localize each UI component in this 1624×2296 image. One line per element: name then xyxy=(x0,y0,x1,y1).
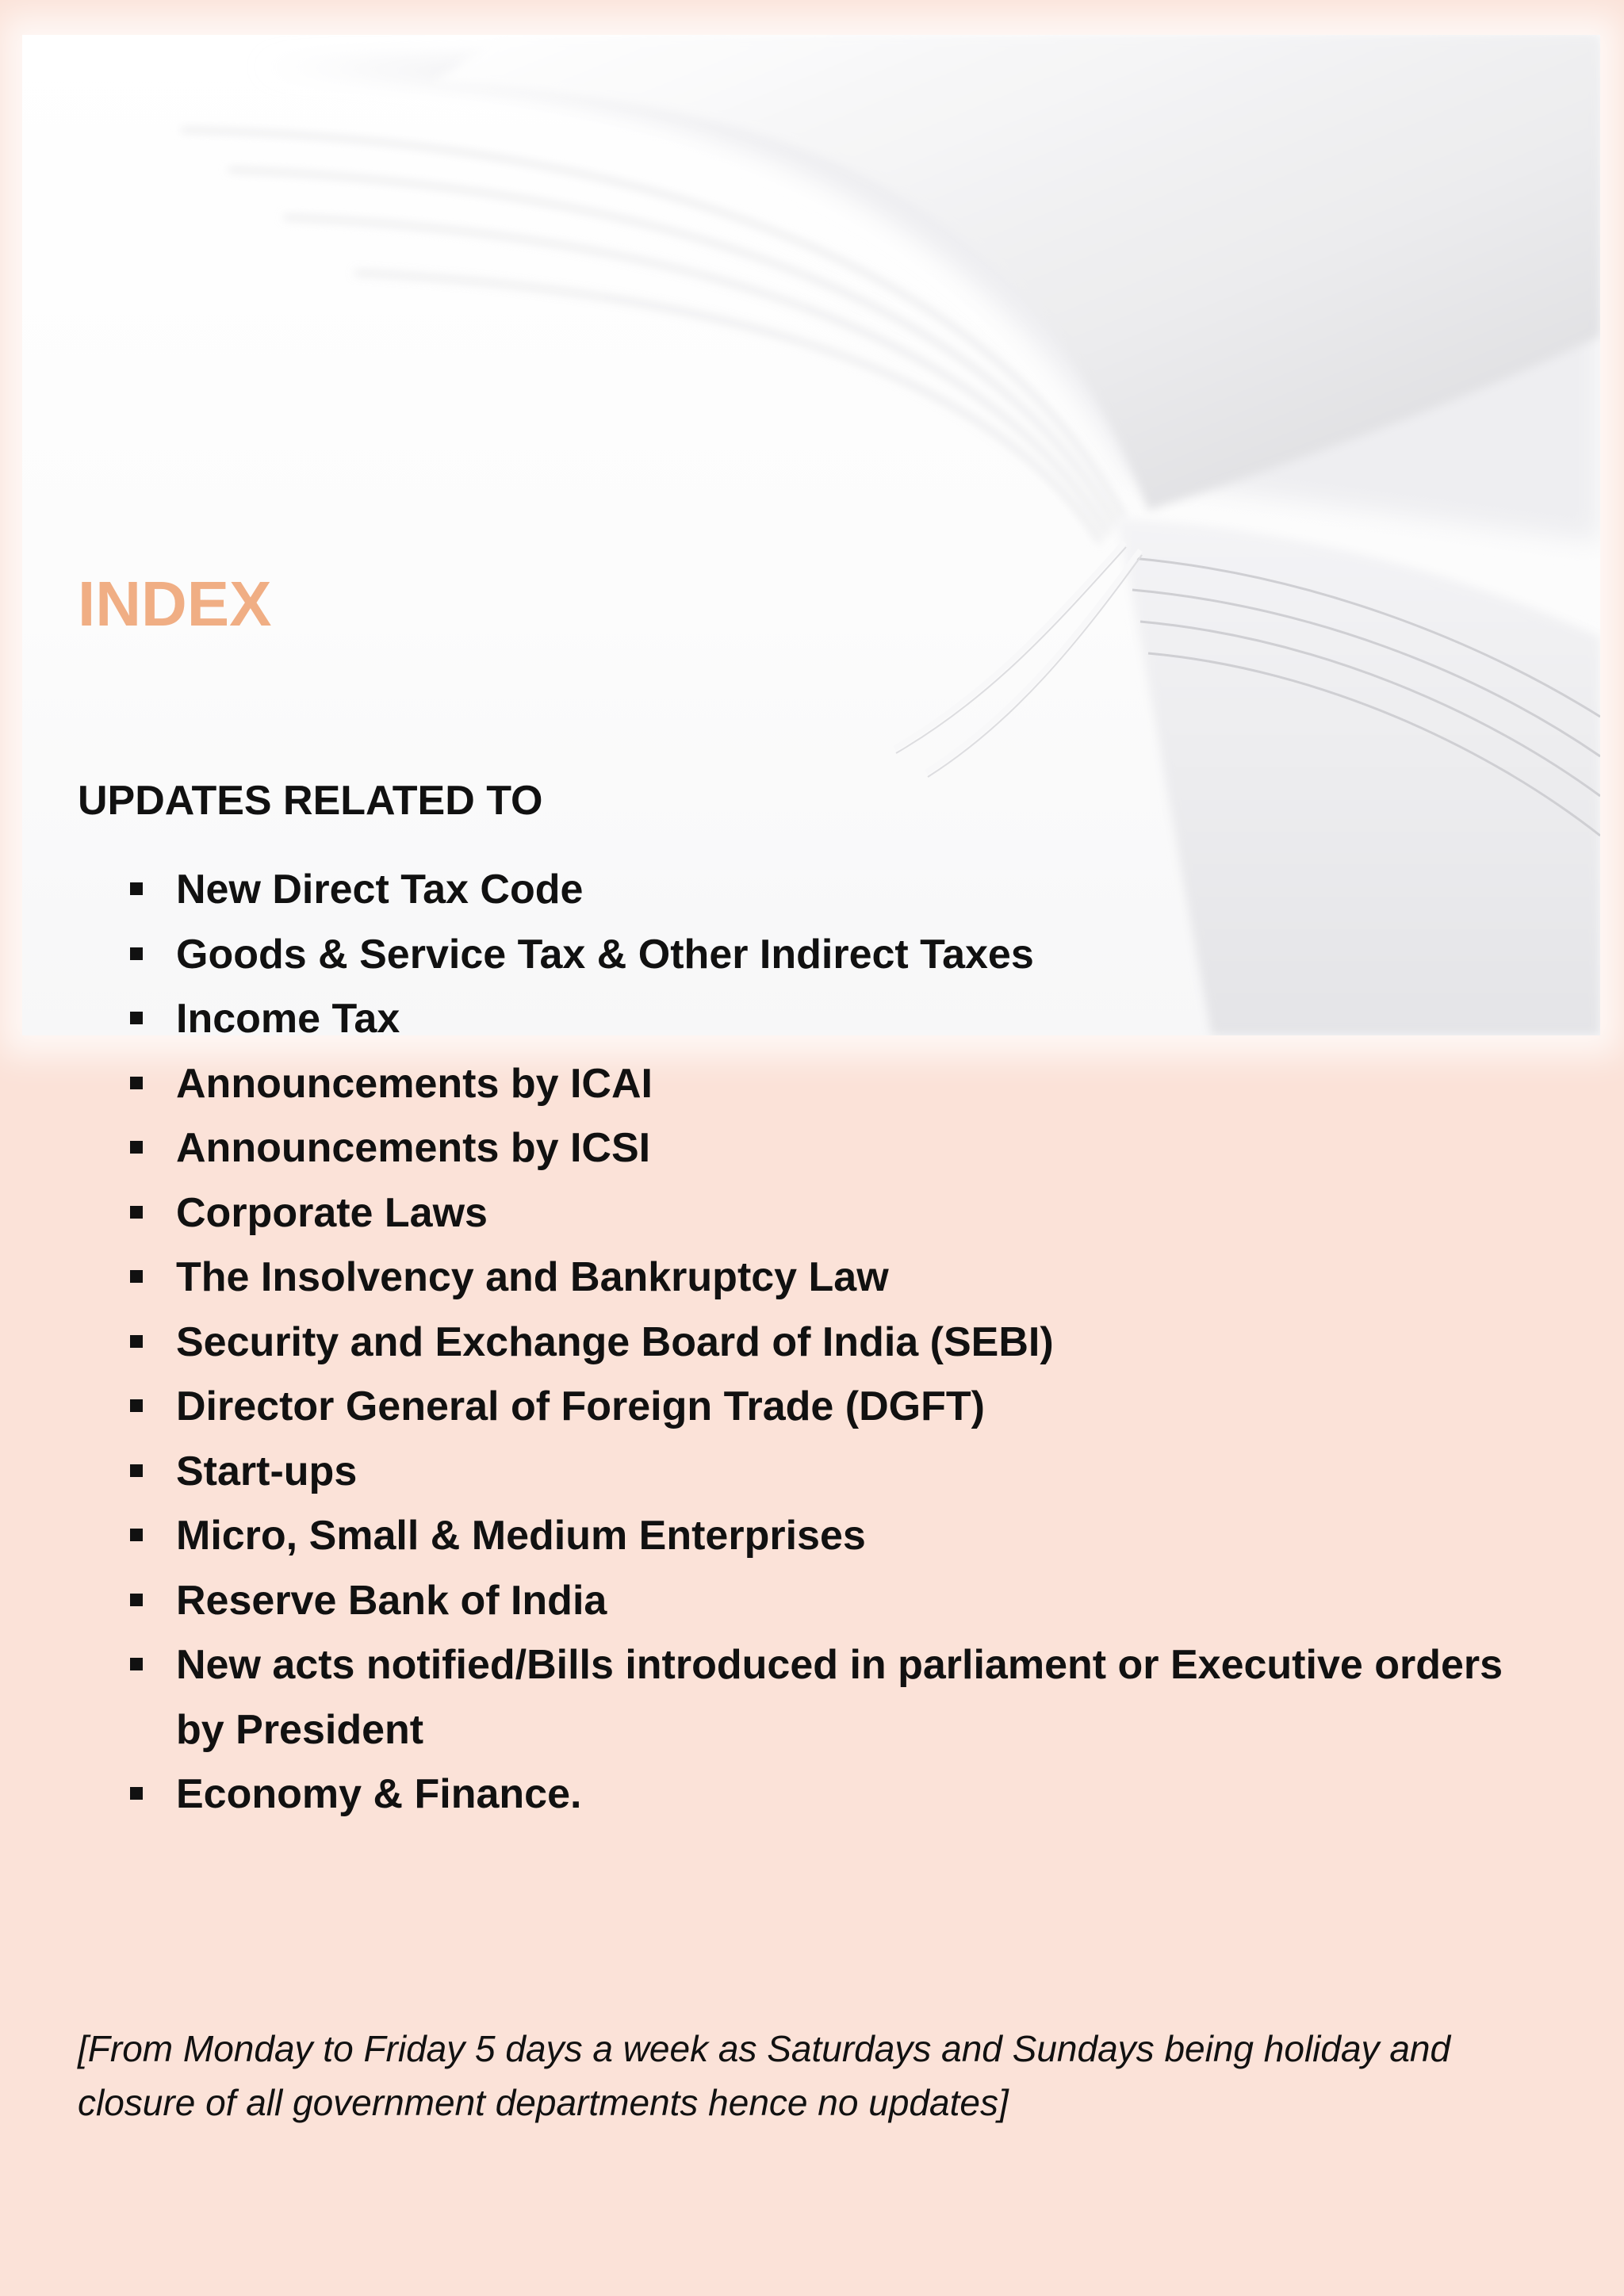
square-bullet-icon xyxy=(130,1787,143,1800)
list-item xyxy=(127,1440,1507,1505)
list-item-label: New Direct Tax Code xyxy=(176,867,584,913)
list-item xyxy=(127,858,1507,923)
list-item xyxy=(127,1375,1507,1440)
list-item-label: Corporate Laws xyxy=(176,1189,488,1236)
square-bullet-icon xyxy=(130,1464,143,1477)
square-bullet-icon xyxy=(130,1594,143,1606)
list-item xyxy=(127,1116,1507,1181)
list-item-label: Start-ups xyxy=(176,1448,358,1494)
list-item xyxy=(127,1504,1507,1569)
square-bullet-icon xyxy=(130,1141,143,1154)
list-item xyxy=(127,987,1507,1052)
list-item xyxy=(127,1052,1507,1117)
list-item xyxy=(127,1181,1507,1246)
list-item-label: The Insolvency and Bankruptcy Law xyxy=(176,1254,889,1300)
square-bullet-icon xyxy=(130,1335,143,1348)
square-bullet-icon xyxy=(130,882,143,895)
list-item xyxy=(127,1762,1507,1827)
list-item xyxy=(127,923,1507,988)
square-bullet-icon xyxy=(130,1270,143,1283)
list-item-label: Announcements by ICSI xyxy=(176,1125,651,1171)
section-heading: UPDATES RELATED TO xyxy=(78,778,543,824)
list-item-label: Income Tax xyxy=(176,996,400,1042)
list-item xyxy=(127,1246,1507,1311)
list-item-label: Economy & Finance. xyxy=(176,1771,582,1817)
square-bullet-icon xyxy=(130,1206,143,1219)
list-item-label: Security and Exchange Board of India (SEBI) xyxy=(176,1318,1054,1365)
list-item-label: New acts notified/Bills introduced in parliament or Executive orders by President xyxy=(176,1642,1503,1753)
list-item-label: Goods & Service Tax & Other Indirect Taxes xyxy=(176,931,1034,978)
page-title: INDEX xyxy=(78,568,272,639)
square-bullet-icon xyxy=(130,1077,143,1089)
list-item xyxy=(127,1311,1507,1376)
schedule-footnote: [From Monday to Friday 5 days a week as Saturdays and Sundays being holiday and closure of all government departments hence no updates] xyxy=(78,2028,1451,2123)
list-item-label: Director General of Foreign Trade (DGFT) xyxy=(176,1383,985,1429)
list-item-label: Announcements by ICAI xyxy=(176,1060,653,1107)
square-bullet-icon xyxy=(130,1658,143,1670)
square-bullet-icon xyxy=(130,1399,143,1412)
list-item-label: Micro, Small & Medium Enterprises xyxy=(176,1513,866,1559)
list-item xyxy=(127,1569,1507,1634)
topic-list xyxy=(127,858,1507,1827)
square-bullet-icon xyxy=(130,947,143,960)
list-item xyxy=(127,1633,1507,1762)
square-bullet-icon xyxy=(130,1012,143,1024)
square-bullet-icon xyxy=(130,1529,143,1541)
list-item-label: Reserve Bank of India xyxy=(176,1577,607,1624)
